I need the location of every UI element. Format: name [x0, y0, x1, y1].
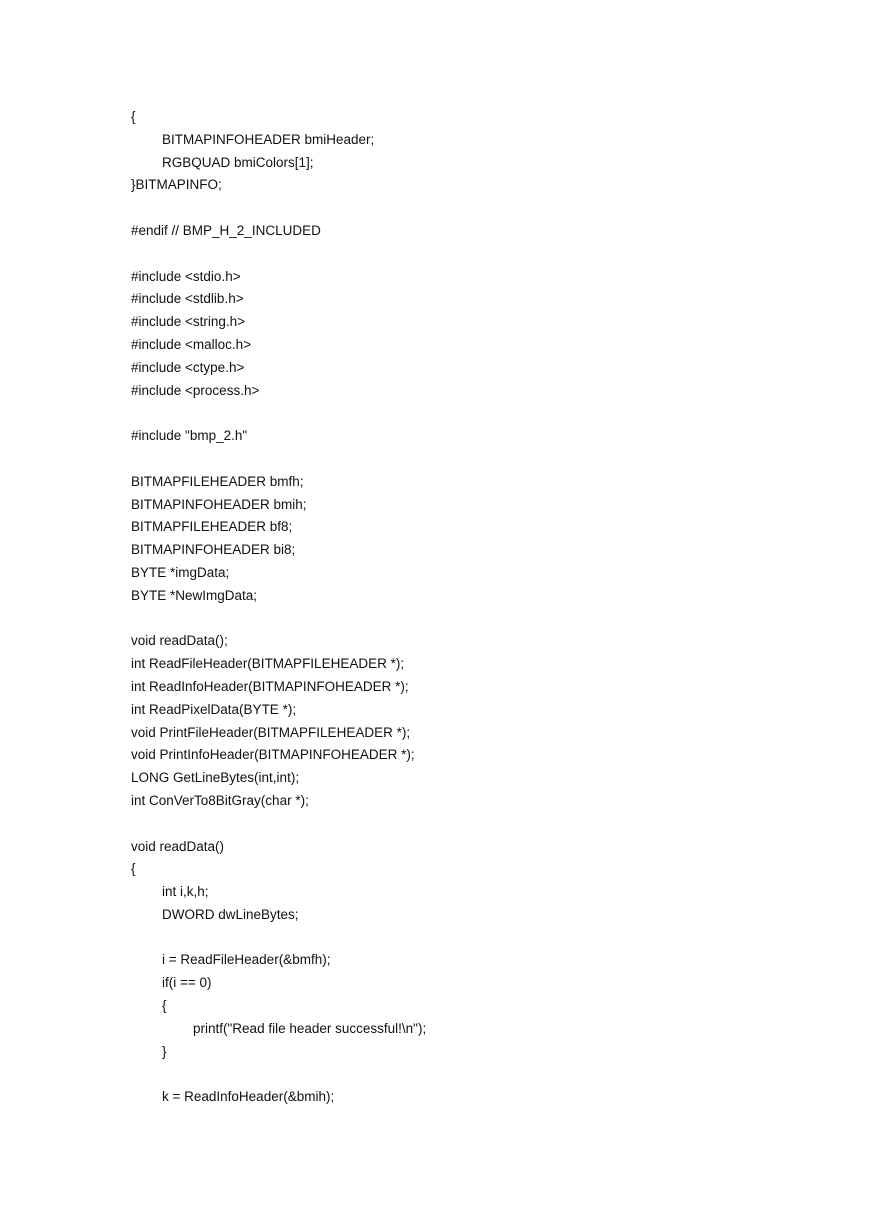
code-line: #include <stdlib.h>: [131, 291, 244, 307]
blank-line: [131, 448, 426, 471]
code-line: #endif // BMP_H_2_INCLUDED: [131, 222, 321, 238]
code-line: RGBQUAD bmiColors[1];: [162, 154, 314, 170]
code-listing: [131, 106, 426, 1109]
blank-line: [131, 402, 426, 425]
code-line: BITMAPINFOHEADER bmiHeader;: [162, 131, 375, 147]
code-line: void readData();: [131, 633, 228, 649]
code-line: {: [131, 861, 136, 877]
code-line: int ReadFileHeader(BITMAPFILEHEADER *);: [131, 656, 405, 672]
code-line: BITMAPINFOHEADER bi8;: [131, 542, 296, 558]
code-line: DWORD dwLineBytes;: [162, 906, 299, 922]
code-line: #include <stdio.h>: [131, 268, 241, 284]
blank-line: [131, 1063, 426, 1086]
blank-line: [131, 608, 426, 631]
code-line: #include "bmp_2.h": [131, 428, 248, 444]
code-line: i = ReadFileHeader(&bmfh);: [162, 952, 331, 968]
code-line: int ConVerTo8BitGray(char *);: [131, 792, 309, 808]
code-line: }BITMAPINFO;: [131, 177, 222, 193]
blank-line: [131, 927, 426, 950]
code-line: void readData(): [131, 838, 225, 854]
code-line: int ReadPixelData(BYTE *);: [131, 701, 297, 717]
code-line: {: [131, 109, 136, 124]
code-line: int i,k,h;: [162, 884, 209, 900]
code-line: #include <string.h>: [131, 314, 246, 330]
code-line: k = ReadInfoHeader(&bmih);: [162, 1089, 335, 1105]
code-line: int ReadInfoHeader(BITMAPINFOHEADER *);: [131, 678, 409, 694]
code-line: #include <ctype.h>: [131, 359, 245, 375]
blank-line: [131, 243, 426, 266]
blank-line: [131, 813, 426, 836]
code-line: BYTE *NewImgData;: [131, 587, 258, 603]
code-line: printf("Read file header successful!\n");: [193, 1020, 427, 1036]
code-line: LONG GetLineBytes(int,int);: [131, 770, 300, 786]
code-line: BITMAPFILEHEADER bmfh;: [131, 473, 304, 489]
code-line: {: [162, 998, 167, 1014]
code-line: #include <malloc.h>: [131, 336, 252, 352]
code-line: BITMAPFILEHEADER bf8;: [131, 519, 293, 535]
code-line: void PrintInfoHeader(BITMAPINFOHEADER *);: [131, 747, 415, 763]
code-line: BITMAPINFOHEADER bmih;: [131, 496, 307, 512]
code-line: }: [162, 1043, 167, 1059]
blank-line: [131, 197, 426, 220]
code-line: BYTE *imgData;: [131, 564, 230, 580]
code-line: if(i == 0): [162, 975, 212, 991]
code-line: #include <process.h>: [131, 382, 260, 398]
code-line: void PrintFileHeader(BITMAPFILEHEADER *);: [131, 724, 411, 740]
